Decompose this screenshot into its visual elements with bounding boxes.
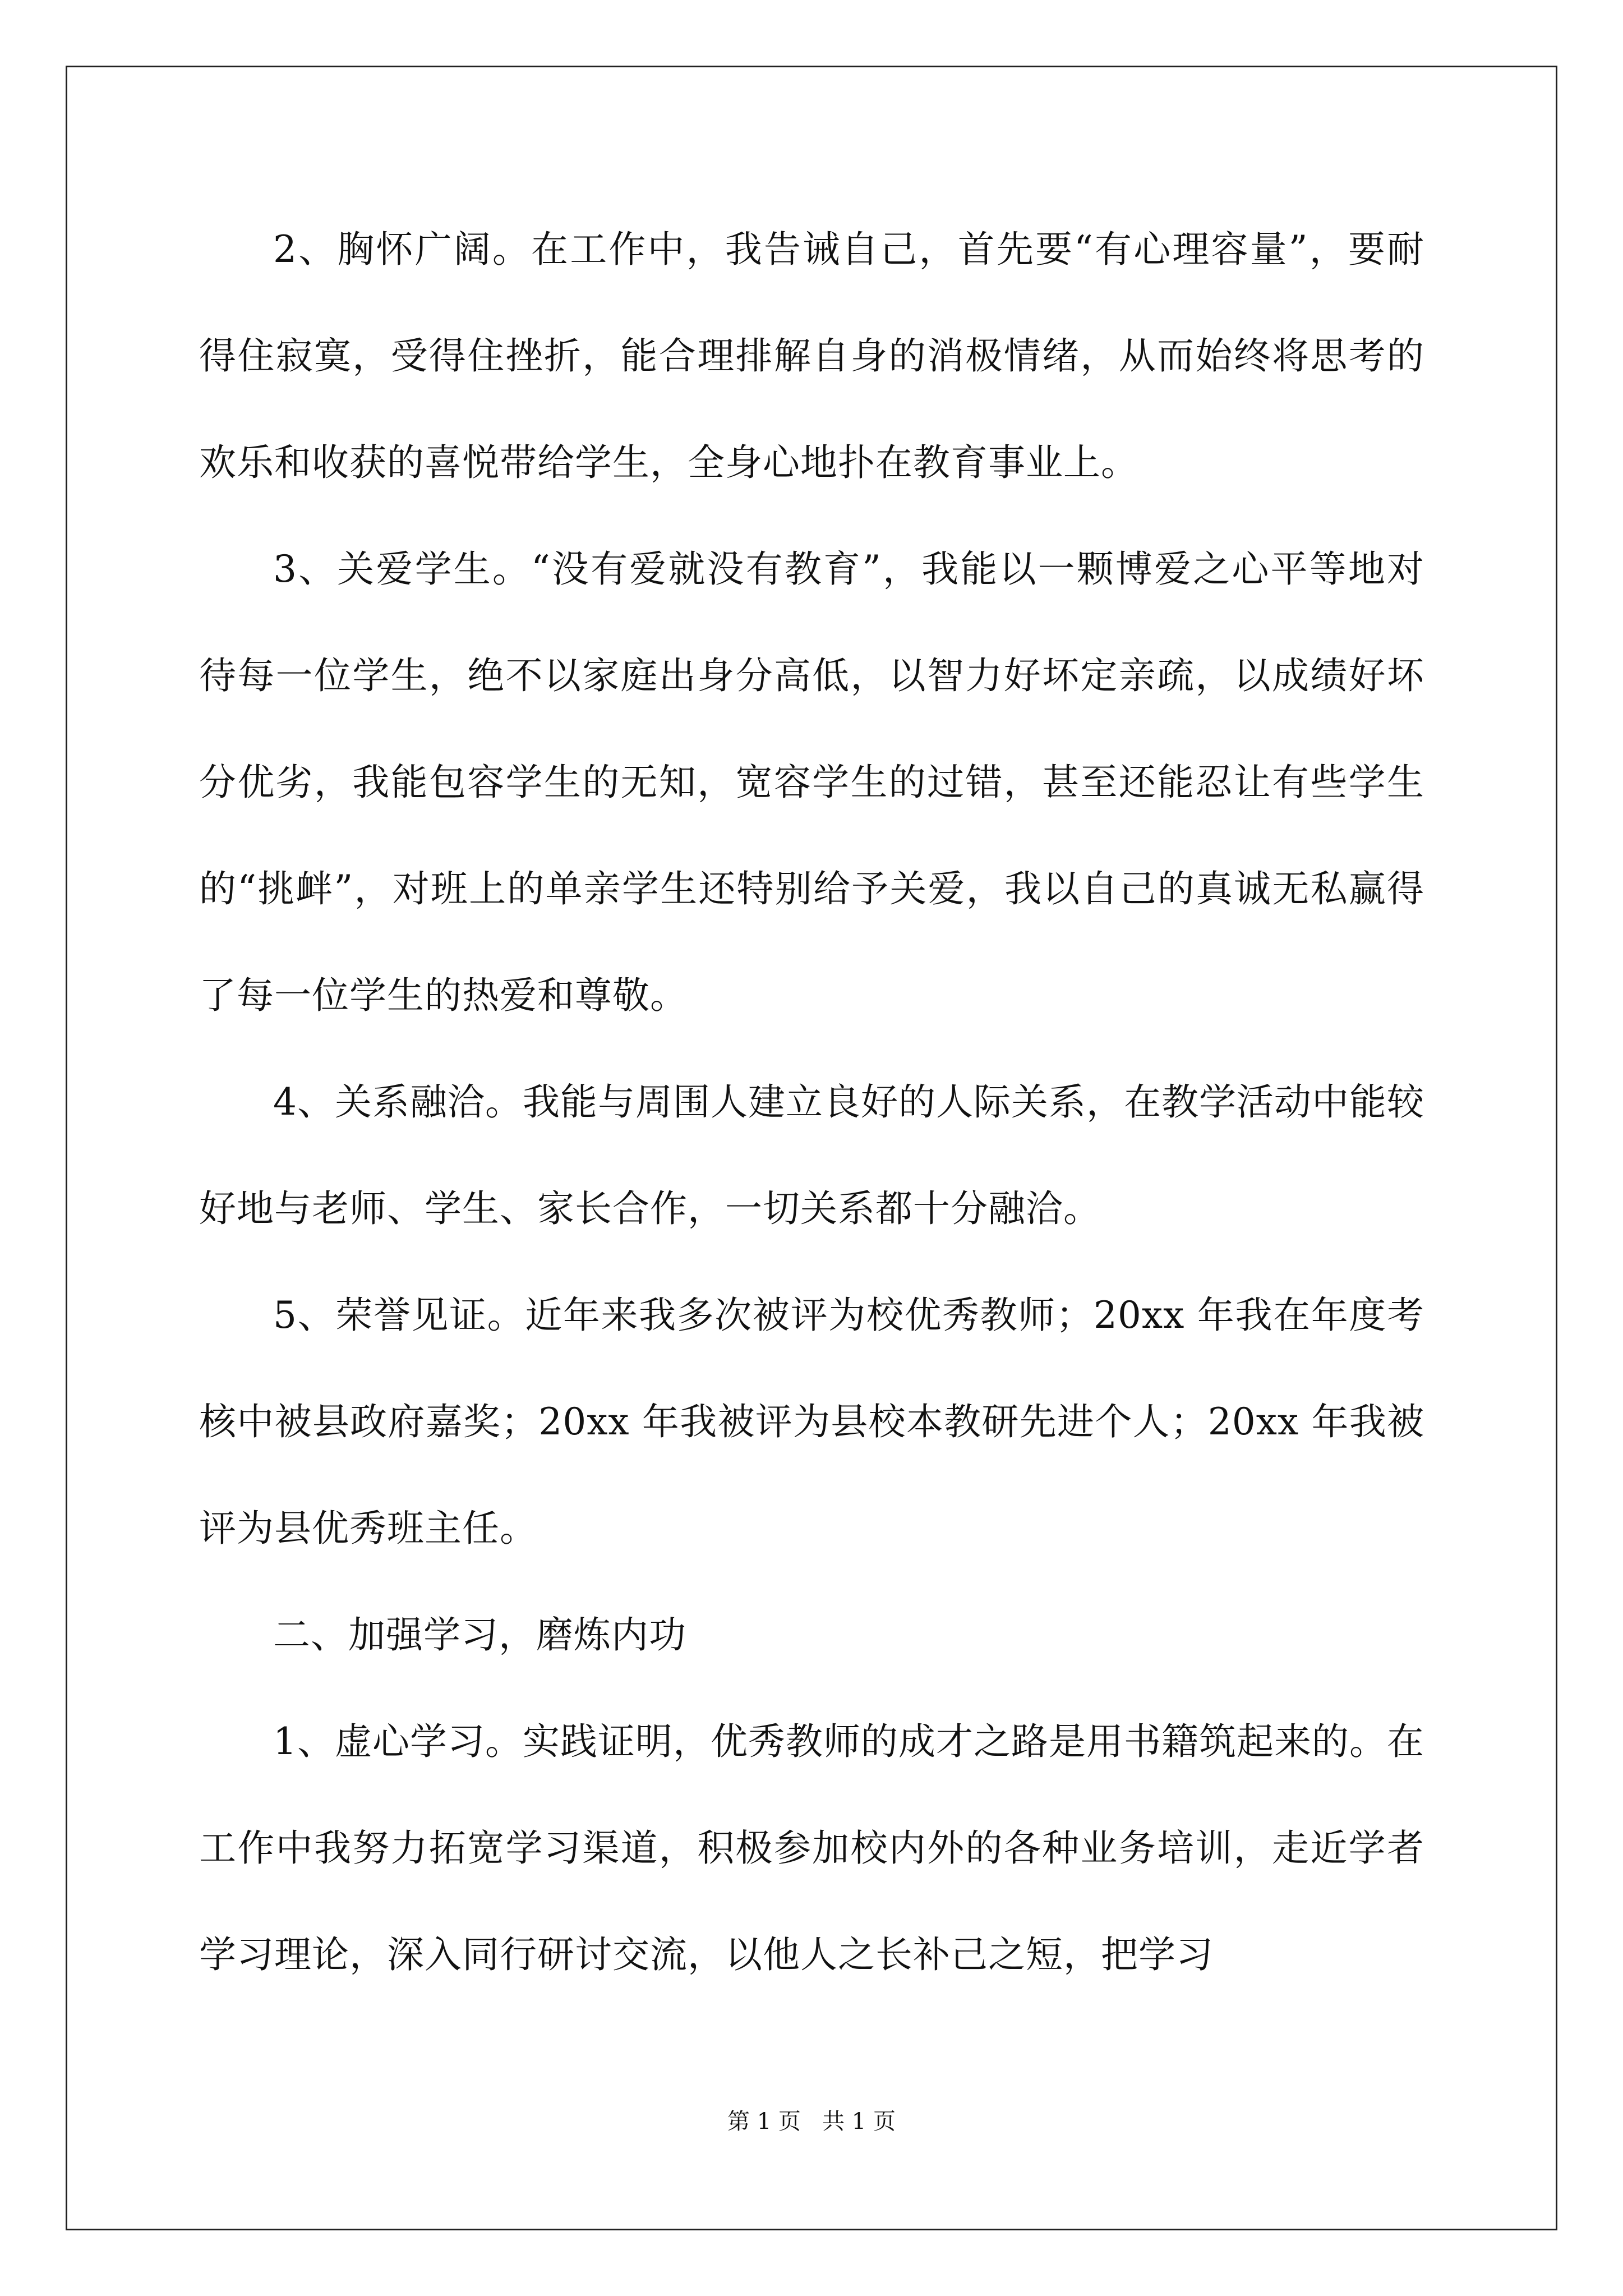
section-heading: 二、加强学习，磨炼内功 [273, 1613, 686, 1657]
document-body [199, 196, 1424, 2008]
page-footer: 第 1 页 共 1 页 [727, 2109, 896, 2134]
paragraph: 5、荣誉见证。近年来我多次被评为校优秀教师；20xx 年我在年度考核中被县政府嘉奖；20xx 年我被评为县校本教研先进个人；20xx 年我被评为县优秀班主任。 [199, 1294, 1424, 1550]
paragraph: 2、胸怀广阔。在工作中，我告诫自己，首先要“有心理容量”，要耐得住寂寞，受得住挫折，能合理排解自身的消极情绪，从而始终将思考的欢乐和收获的喜悦带给学生，全身心地扑在教育事业上。 [199, 228, 1424, 484]
paragraph: 1、虚心学习。实践证明，优秀教师的成才之路是用书籍筑起来的。在工作中我努力拓宽学习渠道，积极参加校内外的各种业务培训，走近学者学习理论，深入同行研讨交流，以他人之长补己之短，把学习 [199, 1720, 1424, 1976]
paragraph: 3、关爱学生。“没有爱就没有教育”，我能以一颗博爱之心平等地对待每一位学生，绝不以家庭出身分高低，以智力好坏定亲疏，以成绩好坏分优劣，我能包容学生的无知，宽容学生的过错，甚至还能忍让有些学生的“挑衅”，对班上的单亲学生还特别给予关爱，我以自己的真诚无私赢得了每一位学生的热爱和尊敬。 [199, 547, 1424, 1017]
paragraph: 4、关系融洽。我能与周围人建立良好的人际关系，在教学活动中能较好地与老师、学生、家长合作，一切关系都十分融洽。 [199, 1080, 1424, 1230]
